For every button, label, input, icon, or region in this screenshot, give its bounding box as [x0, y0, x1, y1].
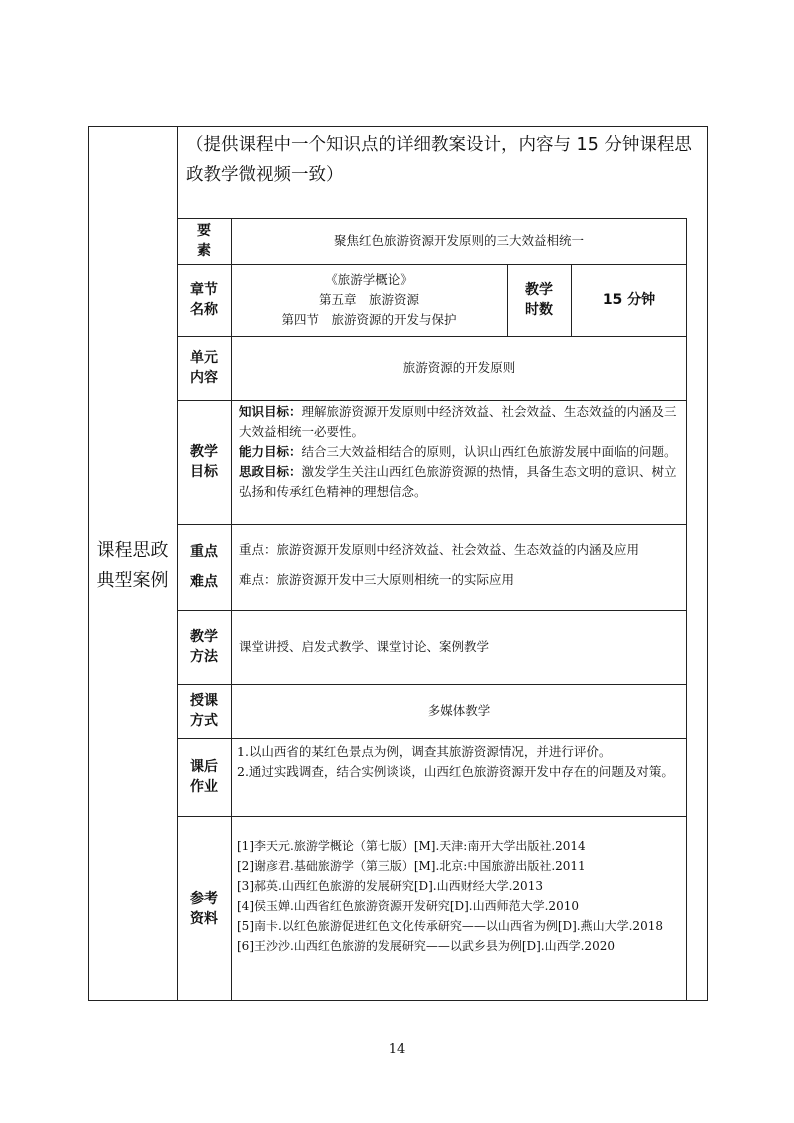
element-value: 聚焦红色旅游资源开发原则的三大效益相统一 — [333, 233, 584, 248]
key-point: 重点：旅游资源开发原则中经济效益、社会效益、生态效益的内涵及应用 — [239, 542, 640, 557]
page-number: 14 — [388, 1042, 406, 1057]
goal-ideology: 思政目标：激发学生关注山西红色旅游资源的热情，具备生态文明的意识、树立弘扬和传承红色精神的理想信念。 — [239, 464, 677, 499]
side-label: 课程思政 典型案例 — [96, 540, 169, 591]
reference-item: [1]李天元.旅游学概论（第七版）[M].天津:南开大学出版社.2014 — [237, 839, 586, 853]
hours-value: 15 分钟 — [602, 292, 656, 308]
label-homework: 课后 作业 — [190, 759, 218, 795]
label-references: 参考 资料 — [190, 890, 218, 927]
goal-knowledge: 知识目标：理解旅游资源开发原则中经济效益、社会效益、生态效益的内涵及三大效益相统一必要性。 — [239, 404, 677, 439]
label-key: 重点 难点 — [190, 544, 218, 590]
label-mode: 授课 方式 — [190, 693, 218, 729]
unit-value: 旅游资源的开发原则 — [402, 360, 516, 375]
row-divider — [177, 400, 687, 401]
homework-content — [231, 742, 687, 814]
method-value: 课堂讲授、启发式教学、课堂讨论、案例教学 — [239, 639, 490, 654]
reference-item: [5]南卡.以红色旅游促进红色文化传承研究——以山西省为例[D].燕山大学.2018 — [237, 919, 663, 933]
reference-item: [3]郝英.山西红色旅游的发展研究[D].山西财经大学.2013 — [237, 879, 543, 893]
label-goals: 教学 目标 — [190, 444, 218, 480]
homework-item: 1.以山西省的某红色景点为例，调查其旅游资源情况，并进行评价。 — [237, 744, 612, 759]
reference-item: [4]侯玉婵.山西省红色旅游资源开发研究[D].山西师范大学.2010 — [237, 899, 579, 913]
label-method: 教学 方法 — [190, 629, 218, 665]
label-element: 要 素 — [197, 223, 211, 259]
key-content — [231, 540, 687, 600]
homework-item: 2.通过实践调查，结合实例谈谈，山西红色旅游资源开发中存在的问题及对策。 — [237, 764, 674, 779]
mode-value: 多媒体教学 — [427, 703, 491, 718]
goal-ability: 能力目标：结合三大效益相结合的原则，认识山西红色旅游发展中面临的问题。 — [239, 444, 677, 459]
label-hours: 教学 时数 — [525, 282, 553, 318]
row-divider — [177, 816, 687, 817]
row-divider — [177, 738, 687, 739]
row-divider — [177, 524, 687, 525]
references-content — [231, 836, 687, 986]
intro-text: （提供课程中一个知识点的详细教案设计，内容与 15 分钟课程思政教学微视频一致） — [186, 135, 692, 185]
reference-item: [2]谢彦君.基础旅游学（第三版）[M].北京:中国旅游出版社.2011 — [237, 859, 586, 873]
difficulty-point: 难点：旅游资源开发中三大原则相统一的实际应用 — [239, 572, 515, 587]
reference-item: [6]王沙沙.山西红色旅游的发展研究——以武乡县为例[D].山西学.2020 — [237, 939, 615, 953]
label-unit: 单元 内容 — [190, 350, 218, 386]
label-chapter: 章节 名称 — [190, 282, 218, 318]
chapter-name: 《旅游学概论》 第五章 旅游资源 第四节 旅游资源的开发与保护 — [281, 272, 457, 327]
goals-content — [231, 402, 687, 522]
